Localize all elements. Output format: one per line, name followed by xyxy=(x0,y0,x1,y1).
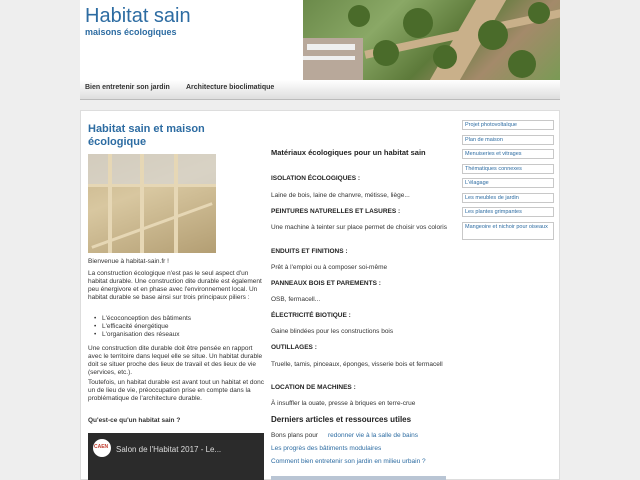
site-header xyxy=(80,0,560,80)
site-tagline: maisons écologiques xyxy=(85,27,177,37)
wood-frame-photo xyxy=(88,154,216,253)
pillar-item: • L'efficacité énergétique xyxy=(102,323,169,331)
territory-paragraph: Une construction dite durable doit être pensée en rapport avec le territoire dans lequel elle se situe. Un habitat durable doit se situer proche des lieux de travail et des lieux de vie (services, etc.). xyxy=(88,345,263,376)
material-heading: LOCATION DE MACHINES : xyxy=(271,384,356,391)
material-text: Laine de bois, laine de chanvre, métisse, liège... xyxy=(271,192,410,199)
article-link-modulaires[interactable]: Les progrès des bâtiments modulaires xyxy=(271,445,382,452)
material-text: OSB, fermacell... xyxy=(271,296,321,303)
material-text: À insuffler la ouate, presse à briques en terre-crue xyxy=(271,400,416,407)
main-column xyxy=(88,123,264,454)
material-heading: PEINTURES NATURELLES ET LASURES : xyxy=(271,208,401,215)
article-link-salle-de-bains[interactable]: redonner vie à la salle de bains xyxy=(328,432,418,439)
living-paragraph: Toutefois, un habitat durable est avant tout un habitat et donc un de lieu de vie, préoccupation prise en compte dans la problématique de l'architecture durable. xyxy=(88,379,264,402)
sidebar-item-plantes[interactable]: Les plantes grimpantes xyxy=(462,207,554,217)
material-heading: OUTILLAGES : xyxy=(271,344,317,351)
material-text: Truelle, tamis, pinceaux, éponges, visserie bois et fermacell xyxy=(271,361,443,368)
pillar-item: • L'organisation des réseaux xyxy=(102,331,180,339)
sidebar-item-elagage[interactable]: L'élagage xyxy=(462,178,554,188)
section-question: Qu'est-ce qu'un habitat sain ? xyxy=(88,417,181,424)
material-heading: ENDUITS ET FINITIONS : xyxy=(271,248,348,255)
material-text: Prêt à l'emploi ou à composer soi-même xyxy=(271,264,388,271)
sidebar-item-meubles-jardin[interactable]: Les meubles de jardin xyxy=(462,193,554,203)
sidebar-item-thematiques[interactable]: Thématiques connexes xyxy=(462,164,554,174)
sidebar-item-mangeoire[interactable]: Mangeoire et nichoir pour oiseaux xyxy=(462,222,554,240)
channel-logo-text: CAEN xyxy=(94,444,109,450)
article-link-jardin-urbain[interactable]: Comment bien entretenir son jardin en milieu urbain ? xyxy=(271,458,426,465)
article-thumbnail[interactable] xyxy=(271,476,446,480)
site-title[interactable]: Habitat sain xyxy=(85,5,191,27)
material-heading: ÉLECTRICITÉ BIOTIQUE : xyxy=(271,312,351,319)
articles-title: Derniers articles et ressources utiles xyxy=(271,415,412,424)
sidebar-item-photovoltaique[interactable]: Projet photovoltaïque xyxy=(462,120,554,130)
materials-title: Matériaux écologiques pour un habitat sain xyxy=(271,148,426,157)
channel-logo xyxy=(93,439,111,457)
welcome-text: Bienvenue à habitat-sain.fr ! xyxy=(88,258,169,265)
pillar-item: • L'écoconception des bâtiments xyxy=(102,315,191,323)
header-garden-photo xyxy=(303,0,560,80)
video-title[interactable]: Salon de l'Habitat 2017 - Le... xyxy=(116,445,222,454)
sidebar-item-menuiseries[interactable]: Menuiseries et vitrages xyxy=(462,149,554,159)
articles-lead: Bons plans pour xyxy=(271,432,318,439)
material-text: Une machine à teinter sur place permet de choisir vos coloris xyxy=(271,224,447,231)
page-title: Habitat sain et maison écologique xyxy=(88,123,205,148)
intro-paragraph: La construction écologique n'est pas le seul aspect d'un habitat durable. Une construction dite durable est également peu énergivore et en phase avec l'environnement local. Un habitat durable se base ainsi sur trois principaux piliers : xyxy=(88,270,262,301)
sidebar-item-plan-maison[interactable]: Plan de maison xyxy=(462,135,554,145)
material-heading: ISOLATION ÉCOLOGIQUES : xyxy=(271,175,361,182)
main-navigation xyxy=(80,80,560,100)
nav-item-jardin[interactable]: Bien entretenir son jardin xyxy=(85,84,170,91)
video-embed[interactable] xyxy=(88,433,264,480)
nav-item-architecture[interactable]: Architecture bioclimatique xyxy=(186,84,275,91)
material-heading: PANNEAUX BOIS ET PAREMENTS : xyxy=(271,280,381,287)
material-text: Gaine blindées pour les constructions bois xyxy=(271,328,394,335)
